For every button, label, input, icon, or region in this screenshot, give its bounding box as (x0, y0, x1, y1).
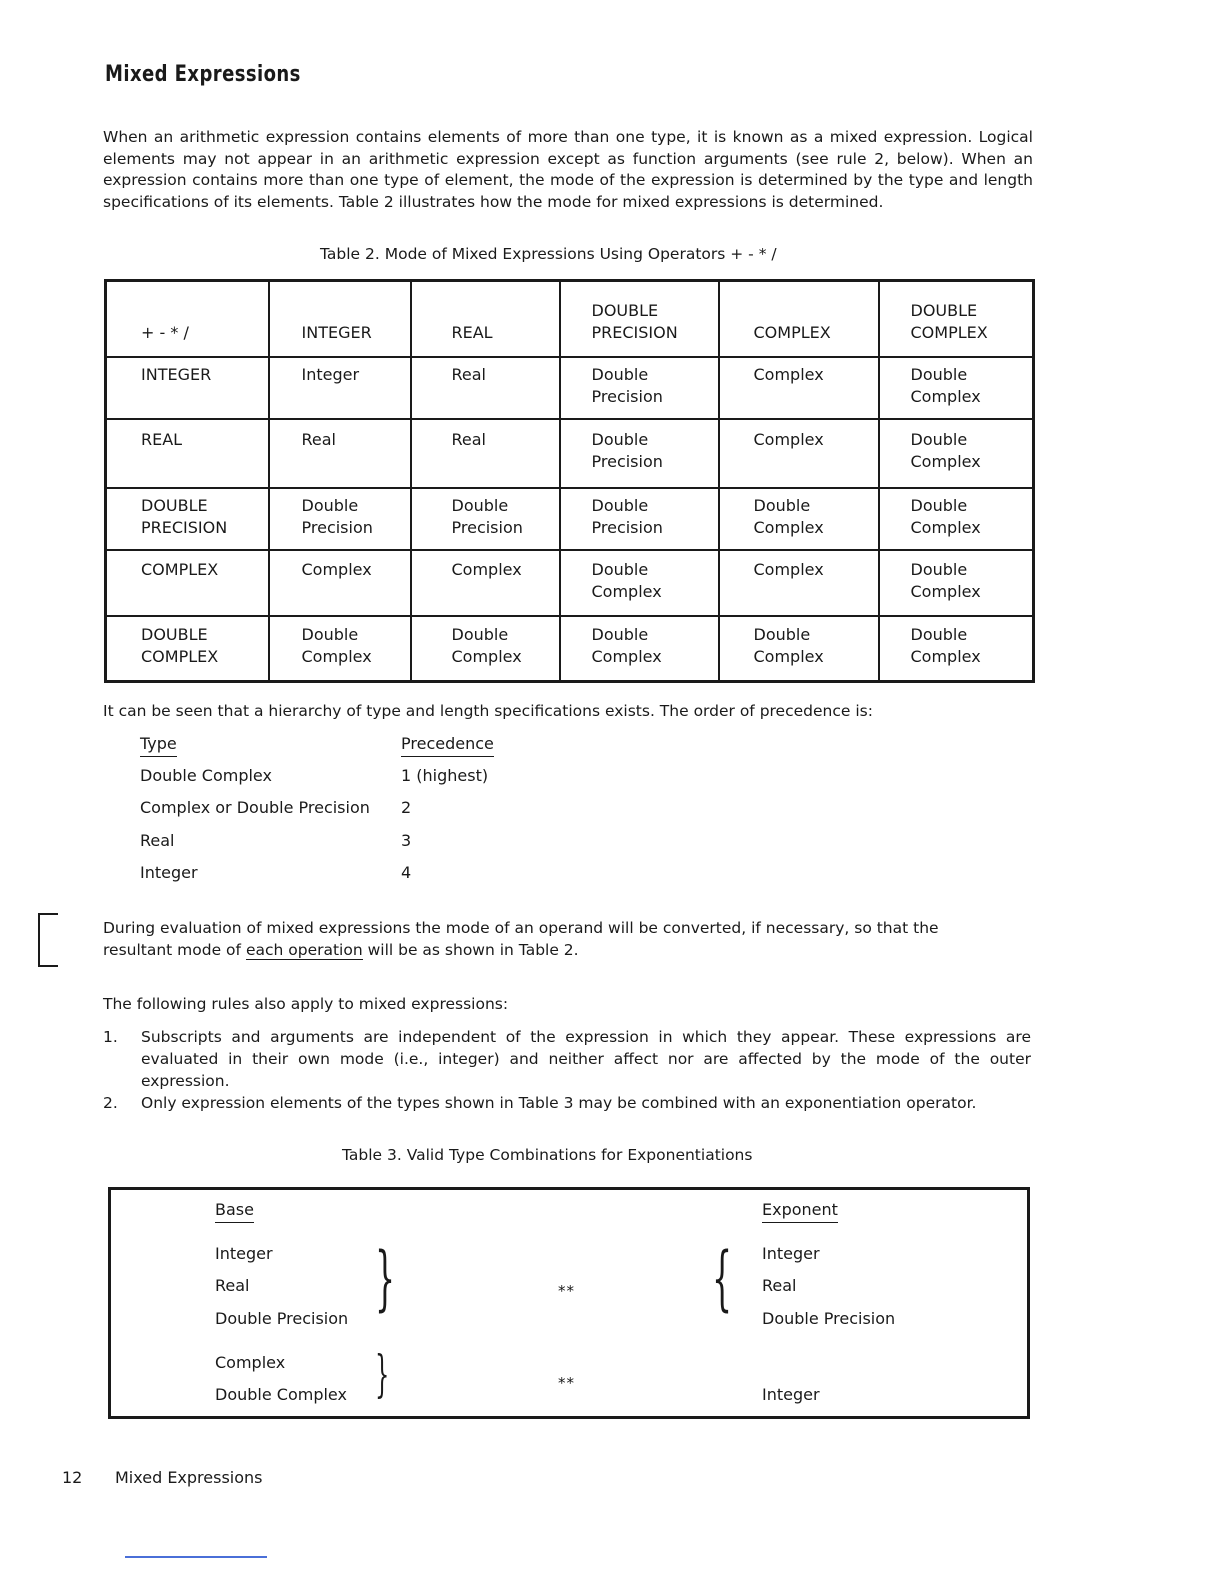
footer-section-title: Mixed Expressions (115, 1468, 263, 1487)
table2-cell: Double Precision (560, 419, 719, 488)
table2-cell: Real (411, 357, 560, 419)
table3-base-type: Complex (215, 1353, 286, 1372)
precedence-rank: 3 (401, 831, 412, 850)
table2-header-cell: + - * / (106, 281, 269, 357)
table2-cell: Real (269, 419, 411, 488)
table2-cell: Real (411, 419, 560, 488)
table3-base-type: Double Complex (215, 1385, 347, 1404)
table2-cell: Double Precision (560, 357, 719, 419)
table-row (106, 419, 1034, 488)
table2-cell: Complex (411, 550, 560, 616)
table2-cell: Double Complex (719, 488, 879, 550)
table-row (106, 616, 1034, 682)
left-brace-icon: { (712, 1237, 733, 1319)
exponentiation-operator: ** (558, 1282, 575, 1300)
hierarchy-sentence: It can be seen that a hierarchy of type and length specifications exists. The order of precedence is: (103, 702, 873, 720)
table3-exponent-type: Integer (762, 1385, 820, 1404)
table3-exponent-type: Double Precision (762, 1309, 896, 1328)
scan-artifact-line (125, 1556, 267, 1558)
table2-row-header: INTEGER (106, 357, 269, 419)
section-title: Mixed Expressions (105, 62, 301, 87)
table2-cell: Complex (269, 550, 411, 616)
table-row (106, 550, 1034, 616)
table-row (106, 357, 1034, 419)
rule-number: 2. (103, 1094, 118, 1112)
table3-exponent-type: Integer (762, 1244, 820, 1263)
table2-row-header: DOUBLE COMPLEX (106, 616, 269, 682)
precedence-type: Double Complex (140, 766, 272, 785)
rule-text: Subscripts and arguments are independent of the expression in which they appear. These expressions are evaluated in their own mode (i.e., integer) and neither affect nor are affected by the mode of the outer expression. (141, 1028, 1031, 1090)
table2-cell: Complex (719, 357, 879, 419)
table2-cell: Complex (719, 419, 879, 488)
table2-cell: Double Complex (560, 550, 719, 616)
table2-cell: Double Complex (879, 419, 1034, 488)
table2-cell: Integer (269, 357, 411, 419)
table2-cell: Double Complex (879, 616, 1034, 682)
table2-cell: Double Complex (411, 616, 560, 682)
table2-cell: Double Complex (879, 488, 1034, 550)
table2-cell: Double Complex (560, 616, 719, 682)
table2-cell: Double Precision (269, 488, 411, 550)
right-brace-icon: } (375, 1345, 390, 1403)
precedence-type: Complex or Double Precision (140, 798, 370, 817)
table2-mode-of-mixed-expressions (104, 279, 1035, 683)
table2-row-header: DOUBLE PRECISION (106, 488, 269, 550)
precedence-rank: 2 (401, 798, 412, 817)
table2-row-header: COMPLEX (106, 550, 269, 616)
table2-cell: Double Complex (879, 550, 1034, 616)
precedence-rank-header: Precedence (401, 734, 494, 753)
precedence-type-header: Type (140, 734, 177, 753)
table3-base-type: Double Precision (215, 1309, 349, 1328)
table2-cell: Double Precision (411, 488, 560, 550)
precedence-type: Real (140, 831, 175, 850)
table3-base-header: Base (215, 1200, 254, 1219)
table3-base-type: Real (215, 1276, 250, 1295)
table2-header-cell: REAL (411, 281, 560, 357)
table3-exponent-header: Exponent (762, 1200, 838, 1219)
table2-header-cell: DOUBLE PRECISION (560, 281, 719, 357)
table2-cell: Double Complex (719, 616, 879, 682)
underlined-phrase: each operation (245, 940, 363, 959)
precedence-type: Integer (140, 863, 198, 882)
table2-row-header: REAL (106, 419, 269, 488)
table3-exponent-type: Real (762, 1276, 797, 1295)
conversion-paragraph: During evaluation of mixed expressions the mode of an operand will be converted, if necessary, so that the resultant mode of each operation will be as shown in Table 2. (103, 919, 939, 959)
table2-header-cell: COMPLEX (719, 281, 879, 357)
precedence-rank: 1 (highest) (401, 766, 489, 785)
table2-cell: Double Complex (269, 616, 411, 682)
change-bar-bracket (38, 913, 58, 967)
table2-cell: Double Precision (560, 488, 719, 550)
precedence-rank: 4 (401, 863, 412, 882)
page-number: 12 (62, 1468, 83, 1487)
table3-base-type: Integer (215, 1244, 273, 1263)
table2-cell: Complex (719, 550, 879, 616)
table2-caption: Table 2. Mode of Mixed Expressions Using Operators + - * / (320, 245, 777, 263)
rule-text: Only expression elements of the types shown in Table 3 may be combined with an exponentiation operator. (141, 1094, 977, 1112)
intro-paragraph: When an arithmetic expression contains elements of more than one type, it is known as a mixed expression. Logical elements may not appear in an arithmetic expression except as function arguments (see rule 2, below). When an expression contains more than one type of element, the mode of the expression is determined by the type and length specifications of its elements. Table 2 illustrates how the mode for mixed expressions is determined. (103, 128, 1033, 211)
table2-cell: Double Complex (879, 357, 1034, 419)
table3-caption: Table 3. Valid Type Combinations for Exponentiations (342, 1146, 753, 1164)
rules-intro: The following rules also apply to mixed expressions: (103, 995, 509, 1013)
table2-header-row (106, 281, 1034, 357)
exponentiation-operator: ** (558, 1374, 575, 1392)
right-brace-icon: } (375, 1237, 396, 1319)
table-row (106, 488, 1034, 550)
table2-header-cell: DOUBLE COMPLEX (879, 281, 1034, 357)
table2-header-cell: INTEGER (269, 281, 411, 357)
rule-number: 1. (103, 1028, 118, 1046)
